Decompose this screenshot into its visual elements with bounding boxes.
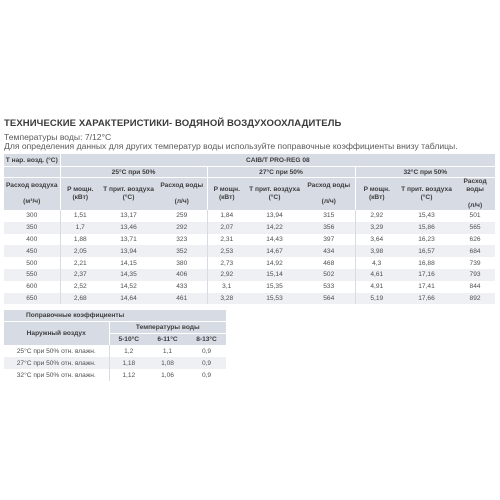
supply-temp-header: T прит. воздуха (°C) bbox=[246, 178, 303, 211]
power-header: P мощн. (кВт) bbox=[355, 178, 398, 211]
table-cell: 3,29 bbox=[355, 222, 398, 234]
table-cell: 14,52 bbox=[100, 281, 157, 293]
table-cell: 14,92 bbox=[246, 257, 303, 269]
table-cell: 16,23 bbox=[398, 234, 455, 246]
water-flow-header bbox=[157, 178, 207, 211]
table-row bbox=[4, 293, 495, 305]
table-cell: 564 bbox=[303, 293, 355, 305]
table-cell: 600 bbox=[4, 281, 60, 293]
table-cell: 2,92 bbox=[207, 269, 246, 281]
table-cell: 565 bbox=[455, 222, 495, 234]
condition-header-27: 27°C при 50% bbox=[207, 167, 355, 178]
water-flow-unit-label: (л/ч) bbox=[321, 198, 336, 205]
table-row bbox=[4, 210, 495, 222]
table-cell: 550 bbox=[4, 269, 60, 281]
table-cell: 259 bbox=[157, 210, 207, 222]
table-cell: 1,2 bbox=[109, 345, 148, 357]
table-cell: 380 bbox=[157, 257, 207, 269]
table-cell: 468 bbox=[303, 257, 355, 269]
table-cell: 739 bbox=[455, 257, 495, 269]
table-cell: 32°C при 50% отн. влажн. bbox=[4, 369, 109, 381]
table-cell: 300 bbox=[4, 210, 60, 222]
condition-header-32: 32°C при 50% bbox=[355, 167, 495, 178]
table-cell: 3,28 bbox=[207, 293, 246, 305]
outdoor-temp-header: T нар. возд. (°C) bbox=[4, 154, 60, 167]
water-flow-header-label: Расход воды bbox=[307, 182, 351, 189]
table-cell: 1,1 bbox=[148, 345, 187, 357]
power-header: P мощн. (кВт) bbox=[207, 178, 246, 211]
table-cell: 533 bbox=[303, 281, 355, 293]
table-row bbox=[4, 369, 226, 381]
airflow-header-label: Расход воздуха bbox=[5, 182, 58, 189]
table-cell: 1,08 bbox=[148, 357, 187, 369]
condition-header-25: 25°C при 50% bbox=[60, 167, 207, 178]
model-header: CAIB/T PRO-REG 08 bbox=[60, 154, 495, 167]
table-row bbox=[4, 222, 495, 234]
table-cell: 16,57 bbox=[398, 245, 455, 257]
supply-temp-header: T прит. воздуха (°C) bbox=[100, 178, 157, 211]
table-cell: 14,15 bbox=[100, 257, 157, 269]
water-flow-header-label: Расход воды bbox=[463, 178, 487, 193]
table-cell: 13,46 bbox=[100, 222, 157, 234]
table-cell: 892 bbox=[455, 293, 495, 305]
table-cell: 400 bbox=[4, 234, 60, 246]
table-cell: 14,35 bbox=[100, 269, 157, 281]
table-row bbox=[4, 257, 495, 269]
table-cell: 500 bbox=[4, 257, 60, 269]
power-header: P мощн. (кВт) bbox=[60, 178, 100, 211]
table-cell: 15,35 bbox=[246, 281, 303, 293]
table-cell: 15,14 bbox=[246, 269, 303, 281]
range-header-5-10: 5-10°C bbox=[109, 334, 148, 346]
table-cell: 3,1 bbox=[207, 281, 246, 293]
table-cell: 0,9 bbox=[187, 357, 226, 369]
table-cell: 2,53 bbox=[207, 245, 246, 257]
table-cell: 0,9 bbox=[187, 369, 226, 381]
table-cell: 1,88 bbox=[60, 234, 100, 246]
water-flow-header-label: Расход воды bbox=[160, 182, 204, 189]
table-cell: 0,9 bbox=[187, 345, 226, 357]
table-row bbox=[4, 357, 226, 369]
airflow-unit-label: (м³/ч) bbox=[23, 198, 41, 205]
water-temperature-label: Температуры воды: 7/12°C bbox=[4, 132, 112, 142]
table-cell: 16,88 bbox=[398, 257, 455, 269]
table-cell: 15,43 bbox=[398, 210, 455, 222]
table-cell: 2,07 bbox=[207, 222, 246, 234]
table-cell: 397 bbox=[303, 234, 355, 246]
table-cell: 13,94 bbox=[246, 210, 303, 222]
table-cell: 1,12 bbox=[109, 369, 148, 381]
table-cell: 626 bbox=[455, 234, 495, 246]
water-flow-header bbox=[455, 178, 495, 211]
table-cell: 2,37 bbox=[60, 269, 100, 281]
table-cell: 14,67 bbox=[246, 245, 303, 257]
correction-table bbox=[4, 310, 226, 381]
table-cell: 13,94 bbox=[100, 245, 157, 257]
specifications-table-body bbox=[4, 210, 495, 304]
outdoor-air-header: Наружный воздух bbox=[4, 322, 109, 346]
table-cell: 17,16 bbox=[398, 269, 455, 281]
water-flow-unit-label: (л/ч) bbox=[174, 198, 189, 205]
table-row bbox=[4, 345, 226, 357]
table-cell: 1,7 bbox=[60, 222, 100, 234]
table-cell: 502 bbox=[303, 269, 355, 281]
table-cell: 2,92 bbox=[355, 210, 398, 222]
table-cell: 501 bbox=[455, 210, 495, 222]
table-cell: 3,64 bbox=[355, 234, 398, 246]
table-cell: 14,22 bbox=[246, 222, 303, 234]
table-row bbox=[4, 245, 495, 257]
table-cell: 315 bbox=[303, 210, 355, 222]
range-header-6-11: 6-11°C bbox=[148, 334, 187, 346]
table-cell: 15,86 bbox=[398, 222, 455, 234]
table-cell: 13,71 bbox=[100, 234, 157, 246]
table-cell: 461 bbox=[157, 293, 207, 305]
table-cell: 433 bbox=[157, 281, 207, 293]
blank-header-cell bbox=[4, 167, 60, 178]
table-row bbox=[4, 281, 495, 293]
range-header-8-13: 8-13°C bbox=[187, 334, 226, 346]
table-cell: 434 bbox=[303, 245, 355, 257]
correction-table-body bbox=[4, 345, 226, 381]
table-cell: 2,52 bbox=[60, 281, 100, 293]
table-row bbox=[4, 269, 495, 281]
table-cell: 4,91 bbox=[355, 281, 398, 293]
table-cell: 844 bbox=[455, 281, 495, 293]
table-cell: 25°C при 50% отн. влажн. bbox=[4, 345, 109, 357]
table-cell: 356 bbox=[303, 222, 355, 234]
table-cell: 4,3 bbox=[355, 257, 398, 269]
water-temps-header: Температуры воды bbox=[109, 322, 226, 334]
airflow-header bbox=[4, 178, 60, 211]
table-cell: 2,68 bbox=[60, 293, 100, 305]
table-cell: 292 bbox=[157, 222, 207, 234]
table-cell: 1,18 bbox=[109, 357, 148, 369]
table-cell: 15,53 bbox=[246, 293, 303, 305]
table-cell: 17,66 bbox=[398, 293, 455, 305]
page-title: ТЕХНИЧЕСКИЕ ХАРАКТЕРИСТИКИ- ВОДЯНОЙ ВОЗДУХООХЛАДИТЕЛЬ bbox=[4, 118, 342, 129]
table-cell: 2,31 bbox=[207, 234, 246, 246]
water-flow-header bbox=[303, 178, 355, 211]
table-cell: 1,51 bbox=[60, 210, 100, 222]
table-cell: 2,73 bbox=[207, 257, 246, 269]
correction-note: Для определения данных для других температур воды используйте поправочные коэффициенты внизу таблицы. bbox=[4, 141, 458, 151]
table-cell: 13,17 bbox=[100, 210, 157, 222]
supply-temp-header: T прит. воздуха (°C) bbox=[398, 178, 455, 211]
table-cell: 352 bbox=[157, 245, 207, 257]
specifications-table bbox=[4, 154, 495, 304]
table-cell: 684 bbox=[455, 245, 495, 257]
table-cell: 1,06 bbox=[148, 369, 187, 381]
table-cell: 406 bbox=[157, 269, 207, 281]
table-cell: 14,43 bbox=[246, 234, 303, 246]
table-cell: 5,19 bbox=[355, 293, 398, 305]
table-cell: 27°C при 50% отн. влажн. bbox=[4, 357, 109, 369]
table-cell: 650 bbox=[4, 293, 60, 305]
table-cell: 2,05 bbox=[60, 245, 100, 257]
table-cell: 350 bbox=[4, 222, 60, 234]
table-cell: 14,64 bbox=[100, 293, 157, 305]
table-cell: 2,21 bbox=[60, 257, 100, 269]
table-cell: 17,41 bbox=[398, 281, 455, 293]
table-cell: 323 bbox=[157, 234, 207, 246]
table-cell: 450 bbox=[4, 245, 60, 257]
table-cell: 3,98 bbox=[355, 245, 398, 257]
correction-table-title: Поправочные коэффициенты bbox=[4, 310, 226, 322]
table-cell: 793 bbox=[455, 269, 495, 281]
water-flow-unit-label: (л/ч) bbox=[467, 202, 483, 209]
table-row bbox=[4, 234, 495, 246]
table-cell: 1,84 bbox=[207, 210, 246, 222]
table-cell: 4,61 bbox=[355, 269, 398, 281]
